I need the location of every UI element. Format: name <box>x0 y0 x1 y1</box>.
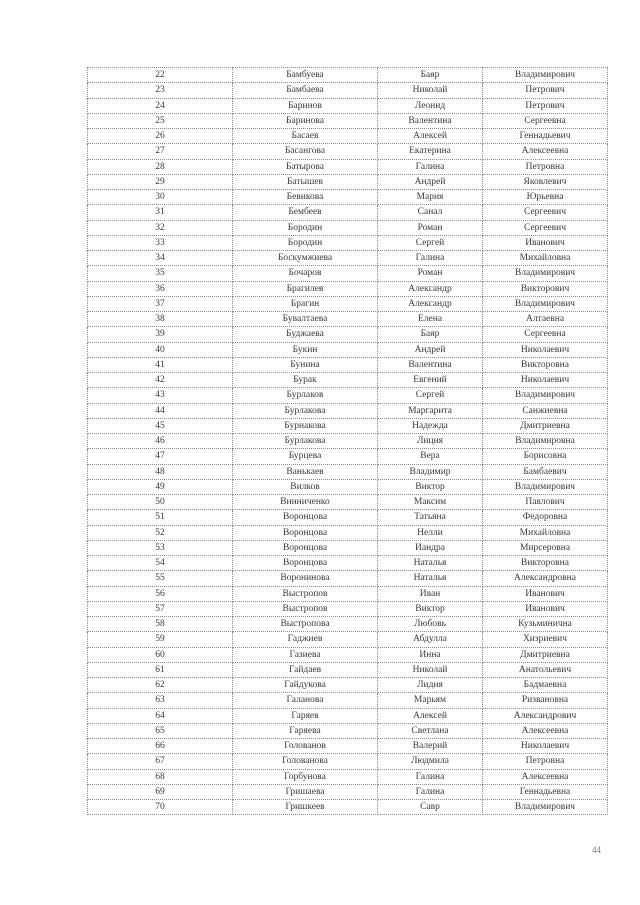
row-number-cell: 59 <box>88 632 233 647</box>
last-name-cell: Бородин <box>233 235 378 250</box>
row-number-cell: 51 <box>88 510 233 525</box>
row-number-cell: 23 <box>88 83 233 98</box>
table-row <box>88 342 608 357</box>
table-row <box>88 403 608 418</box>
table-row <box>88 281 608 296</box>
patronymic-cell: Геннадьевич <box>483 129 608 144</box>
first-name-cell: Лидия <box>378 678 483 693</box>
row-number-cell: 62 <box>88 678 233 693</box>
last-name-cell: Бурнакова <box>233 418 378 433</box>
last-name-cell: Воронцова <box>233 525 378 540</box>
table-row <box>88 98 608 113</box>
last-name-cell: Брагин <box>233 296 378 311</box>
row-number-cell: 52 <box>88 525 233 540</box>
last-name-cell: Голованова <box>233 754 378 769</box>
patronymic-cell: Дмитриевна <box>483 647 608 662</box>
last-name-cell: Газиева <box>233 647 378 662</box>
table-row <box>88 617 608 632</box>
table-row <box>88 174 608 189</box>
first-name-cell: Савр <box>378 800 483 815</box>
last-name-cell: Басангова <box>233 144 378 159</box>
first-name-cell: Иван <box>378 586 483 601</box>
row-number-cell: 26 <box>88 129 233 144</box>
first-name-cell: Екатерина <box>378 144 483 159</box>
table-row <box>88 373 608 388</box>
patronymic-cell: Сергеевич <box>483 220 608 235</box>
patronymic-cell: Мирсеровна <box>483 540 608 555</box>
patronymic-cell: Викторовна <box>483 357 608 372</box>
row-number-cell: 22 <box>88 68 233 83</box>
table-row <box>88 327 608 342</box>
table-row <box>88 739 608 754</box>
row-number-cell: 28 <box>88 159 233 174</box>
patronymic-cell: Александрович <box>483 708 608 723</box>
last-name-cell: Воронцова <box>233 510 378 525</box>
first-name-cell: Галина <box>378 769 483 784</box>
last-name-cell: Винниченко <box>233 495 378 510</box>
last-name-cell: Бувалтаева <box>233 312 378 327</box>
table-row <box>88 83 608 98</box>
table-row <box>88 144 608 159</box>
row-number-cell: 68 <box>88 769 233 784</box>
first-name-cell: Алексей <box>378 129 483 144</box>
patronymic-cell: Николаевич <box>483 739 608 754</box>
patronymic-cell: Алтаевна <box>483 312 608 327</box>
table-row <box>88 708 608 723</box>
first-name-cell: Инна <box>378 647 483 662</box>
patronymic-cell: Владимирович <box>483 800 608 815</box>
last-name-cell: Буджаева <box>233 327 378 342</box>
first-name-cell: Любовь <box>378 617 483 632</box>
last-name-cell: Гришаева <box>233 784 378 799</box>
first-name-cell: Лиция <box>378 434 483 449</box>
patronymic-cell: Сергеевич <box>483 205 608 220</box>
name-list-table <box>87 67 608 815</box>
table-row <box>88 540 608 555</box>
first-name-cell: Леонид <box>378 98 483 113</box>
first-name-cell: Наталья <box>378 571 483 586</box>
first-name-cell: Иандра <box>378 540 483 555</box>
patronymic-cell: Александровна <box>483 571 608 586</box>
patronymic-cell: Петровна <box>483 754 608 769</box>
patronymic-cell: Борисовна <box>483 449 608 464</box>
last-name-cell: Гришкеев <box>233 800 378 815</box>
last-name-cell: Баринова <box>233 113 378 128</box>
table-row <box>88 510 608 525</box>
first-name-cell: Мария <box>378 190 483 205</box>
first-name-cell: Александр <box>378 281 483 296</box>
last-name-cell: Бурцева <box>233 449 378 464</box>
patronymic-cell: Анатольевич <box>483 662 608 677</box>
table-row <box>88 68 608 83</box>
first-name-cell: Татьяна <box>378 510 483 525</box>
last-name-cell: Бурлаков <box>233 388 378 403</box>
patronymic-cell: Владимировна <box>483 434 608 449</box>
patronymic-cell: Владимирович <box>483 68 608 83</box>
first-name-cell: Валентина <box>378 357 483 372</box>
table-row <box>88 113 608 128</box>
table-row <box>88 525 608 540</box>
patronymic-cell: Сергеевна <box>483 327 608 342</box>
patronymic-cell: Петрович <box>483 83 608 98</box>
row-number-cell: 35 <box>88 266 233 281</box>
table-row <box>88 251 608 266</box>
table-row <box>88 769 608 784</box>
first-name-cell: Владимир <box>378 464 483 479</box>
patronymic-cell: Федоровна <box>483 510 608 525</box>
first-name-cell: Наталья <box>378 556 483 571</box>
last-name-cell: Бородин <box>233 220 378 235</box>
patronymic-cell: Юрьевна <box>483 190 608 205</box>
last-name-cell: Баринов <box>233 98 378 113</box>
last-name-cell: Воронцова <box>233 556 378 571</box>
first-name-cell: Роман <box>378 220 483 235</box>
table-row <box>88 159 608 174</box>
row-number-cell: 48 <box>88 464 233 479</box>
patronymic-cell: Алексеевна <box>483 144 608 159</box>
row-number-cell: 46 <box>88 434 233 449</box>
row-number-cell: 55 <box>88 571 233 586</box>
last-name-cell: Бурак <box>233 373 378 388</box>
row-number-cell: 39 <box>88 327 233 342</box>
table-body <box>88 68 608 815</box>
patronymic-cell: Владимирович <box>483 296 608 311</box>
table-row <box>88 434 608 449</box>
table-row <box>88 586 608 601</box>
last-name-cell: Воронинова <box>233 571 378 586</box>
row-number-cell: 66 <box>88 739 233 754</box>
table-row <box>88 784 608 799</box>
row-number-cell: 38 <box>88 312 233 327</box>
patronymic-cell: Владимирович <box>483 479 608 494</box>
last-name-cell: Бамбуева <box>233 68 378 83</box>
page-number: 44 <box>592 845 601 855</box>
table-row <box>88 129 608 144</box>
first-name-cell: Елена <box>378 312 483 327</box>
row-number-cell: 47 <box>88 449 233 464</box>
row-number-cell: 34 <box>88 251 233 266</box>
row-number-cell: 54 <box>88 556 233 571</box>
last-name-cell: Бурлакова <box>233 403 378 418</box>
row-number-cell: 37 <box>88 296 233 311</box>
table-row <box>88 479 608 494</box>
first-name-cell: Марьям <box>378 693 483 708</box>
last-name-cell: Выстропов <box>233 601 378 616</box>
row-number-cell: 57 <box>88 601 233 616</box>
row-number-cell: 30 <box>88 190 233 205</box>
patronymic-cell: Иванович <box>483 586 608 601</box>
last-name-cell: Ванькаев <box>233 464 378 479</box>
patronymic-cell: Алексеевна <box>483 769 608 784</box>
first-name-cell: Абдулла <box>378 632 483 647</box>
last-name-cell: Бочаров <box>233 266 378 281</box>
row-number-cell: 33 <box>88 235 233 250</box>
first-name-cell: Сергей <box>378 388 483 403</box>
patronymic-cell: Николаевич <box>483 342 608 357</box>
table-row <box>88 418 608 433</box>
first-name-cell: Евгений <box>378 373 483 388</box>
row-number-cell: 42 <box>88 373 233 388</box>
table-row <box>88 235 608 250</box>
first-name-cell: Маргарита <box>378 403 483 418</box>
table-row <box>88 220 608 235</box>
last-name-cell: Букин <box>233 342 378 357</box>
patronymic-cell: Санжиевна <box>483 403 608 418</box>
row-number-cell: 40 <box>88 342 233 357</box>
first-name-cell: Санал <box>378 205 483 220</box>
table-row <box>88 388 608 403</box>
first-name-cell: Николай <box>378 662 483 677</box>
table-row <box>88 647 608 662</box>
first-name-cell: Светлана <box>378 723 483 738</box>
row-number-cell: 58 <box>88 617 233 632</box>
patronymic-cell: Хизриевич <box>483 632 608 647</box>
table-row <box>88 693 608 708</box>
row-number-cell: 69 <box>88 784 233 799</box>
patronymic-cell: Михайловна <box>483 525 608 540</box>
first-name-cell: Роман <box>378 266 483 281</box>
patronymic-cell: Алексеевна <box>483 723 608 738</box>
row-number-cell: 43 <box>88 388 233 403</box>
first-name-cell: Андрей <box>378 174 483 189</box>
row-number-cell: 61 <box>88 662 233 677</box>
last-name-cell: Выстропов <box>233 586 378 601</box>
last-name-cell: Гайдукова <box>233 678 378 693</box>
last-name-cell: Выстропова <box>233 617 378 632</box>
last-name-cell: Голованов <box>233 739 378 754</box>
table-row <box>88 312 608 327</box>
last-name-cell: Боскумжиева <box>233 251 378 266</box>
row-number-cell: 45 <box>88 418 233 433</box>
patronymic-cell: Викторовна <box>483 556 608 571</box>
table-row <box>88 754 608 769</box>
row-number-cell: 53 <box>88 540 233 555</box>
last-name-cell: Гайдаев <box>233 662 378 677</box>
table-row <box>88 556 608 571</box>
first-name-cell: Алексей <box>378 708 483 723</box>
last-name-cell: Бурлакова <box>233 434 378 449</box>
first-name-cell: Виктор <box>378 601 483 616</box>
first-name-cell: Сергей <box>378 235 483 250</box>
first-name-cell: Александр <box>378 296 483 311</box>
first-name-cell: Валерий <box>378 739 483 754</box>
first-name-cell: Андрей <box>378 342 483 357</box>
row-number-cell: 25 <box>88 113 233 128</box>
last-name-cell: Басаев <box>233 129 378 144</box>
last-name-cell: Вилков <box>233 479 378 494</box>
patronymic-cell: Павлович <box>483 495 608 510</box>
patronymic-cell: Николаевич <box>483 373 608 388</box>
table-row <box>88 601 608 616</box>
first-name-cell: Виктор <box>378 479 483 494</box>
row-number-cell: 24 <box>88 98 233 113</box>
table-row <box>88 357 608 372</box>
first-name-cell: Галина <box>378 159 483 174</box>
row-number-cell: 32 <box>88 220 233 235</box>
last-name-cell: Воронцова <box>233 540 378 555</box>
last-name-cell: Бембеев <box>233 205 378 220</box>
table-row <box>88 205 608 220</box>
patronymic-cell: Петрович <box>483 98 608 113</box>
patronymic-cell: Михайловна <box>483 251 608 266</box>
row-number-cell: 60 <box>88 647 233 662</box>
patronymic-cell: Бадмаевна <box>483 678 608 693</box>
table-row <box>88 266 608 281</box>
last-name-cell: Бамбаева <box>233 83 378 98</box>
patronymic-cell: Викторович <box>483 281 608 296</box>
last-name-cell: Галанова <box>233 693 378 708</box>
row-number-cell: 49 <box>88 479 233 494</box>
row-number-cell: 63 <box>88 693 233 708</box>
row-number-cell: 56 <box>88 586 233 601</box>
patronymic-cell: Ризвановна <box>483 693 608 708</box>
patronymic-cell: Владимирович <box>483 266 608 281</box>
row-number-cell: 41 <box>88 357 233 372</box>
row-number-cell: 65 <box>88 723 233 738</box>
row-number-cell: 67 <box>88 754 233 769</box>
table-row <box>88 800 608 815</box>
patronymic-cell: Бамбаевич <box>483 464 608 479</box>
last-name-cell: Бевикова <box>233 190 378 205</box>
first-name-cell: Баяр <box>378 327 483 342</box>
table-row <box>88 678 608 693</box>
last-name-cell: Бунина <box>233 357 378 372</box>
row-number-cell: 44 <box>88 403 233 418</box>
first-name-cell: Максим <box>378 495 483 510</box>
last-name-cell: Гаряев <box>233 708 378 723</box>
table-row <box>88 632 608 647</box>
row-number-cell: 31 <box>88 205 233 220</box>
row-number-cell: 36 <box>88 281 233 296</box>
last-name-cell: Горбунова <box>233 769 378 784</box>
patronymic-cell: Сергеевна <box>483 113 608 128</box>
table-row <box>88 723 608 738</box>
patronymic-cell: Петровна <box>483 159 608 174</box>
first-name-cell: Галина <box>378 784 483 799</box>
table-row <box>88 449 608 464</box>
table-row <box>88 662 608 677</box>
first-name-cell: Людмила <box>378 754 483 769</box>
first-name-cell: Валентина <box>378 113 483 128</box>
last-name-cell: Брагилев <box>233 281 378 296</box>
patronymic-cell: Иванович <box>483 601 608 616</box>
last-name-cell: Гаряева <box>233 723 378 738</box>
table-row <box>88 190 608 205</box>
first-name-cell: Вера <box>378 449 483 464</box>
row-number-cell: 70 <box>88 800 233 815</box>
patronymic-cell: Яковлевич <box>483 174 608 189</box>
row-number-cell: 64 <box>88 708 233 723</box>
patronymic-cell: Кузьминична <box>483 617 608 632</box>
last-name-cell: Батырова <box>233 159 378 174</box>
patronymic-cell: Владимирович <box>483 388 608 403</box>
first-name-cell: Надежда <box>378 418 483 433</box>
row-number-cell: 27 <box>88 144 233 159</box>
patronymic-cell: Геннадьевна <box>483 784 608 799</box>
table-row <box>88 571 608 586</box>
first-name-cell: Галина <box>378 251 483 266</box>
patronymic-cell: Дмитриевна <box>483 418 608 433</box>
last-name-cell: Гаджиев <box>233 632 378 647</box>
table-row <box>88 296 608 311</box>
row-number-cell: 29 <box>88 174 233 189</box>
first-name-cell: Николай <box>378 83 483 98</box>
first-name-cell: Нелли <box>378 525 483 540</box>
last-name-cell: Батышев <box>233 174 378 189</box>
row-number-cell: 50 <box>88 495 233 510</box>
first-name-cell: Баяр <box>378 68 483 83</box>
table-row <box>88 464 608 479</box>
table-row <box>88 495 608 510</box>
patronymic-cell: Иванович <box>483 235 608 250</box>
